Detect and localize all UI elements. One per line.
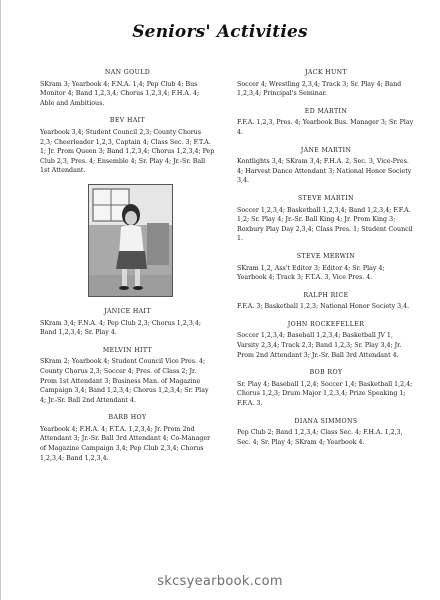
right-column <box>237 68 415 455</box>
senior-activities: Pep Club 2; Band 1,2,3,4; Class Sec. 4; F.H.A. 1,2,3, Sec. 4; Sr. Play 4; SKram 4; Yearbook 4. <box>237 429 403 446</box>
senior-name: BARB HOY <box>108 414 147 422</box>
senior-activities: F.F.A. 1,2,3, Pres. 4; Yearbook Bus. Manager 3; Sr. Play 4. <box>237 119 414 136</box>
senior-activities: SKram 1,2, Ass't Editor 3; Editor 4; Sr. Play 4; Yearbook 4; Track 3; F.T.A. 3, Vice Pres. 4. <box>237 264 385 282</box>
senior-name: BOB ROY <box>309 369 343 377</box>
senior-entry <box>237 291 415 312</box>
senior-name: JANE MARTIN <box>300 146 352 154</box>
senior-name: STEVE MERWIN <box>296 252 356 260</box>
senior-name: MELVIN HITT <box>102 346 153 354</box>
senior-entry <box>237 68 415 99</box>
senior-entry <box>237 107 415 138</box>
senior-name: JACK HUNT <box>304 69 348 76</box>
senior-name: STEVE MARTIN <box>298 194 354 202</box>
senior-entry <box>40 413 215 463</box>
senior-entry <box>237 194 415 244</box>
page-title: Seniors' Activities <box>132 22 308 42</box>
senior-entry <box>40 346 215 406</box>
senior-name: JANICE HAIT <box>104 307 151 315</box>
senior-entry <box>237 368 415 408</box>
left-column <box>40 68 215 471</box>
senior-entry <box>40 307 215 338</box>
senior-name: JOHN ROCKEFELLER <box>287 320 365 328</box>
senior-name: DIANA SIMMONS <box>294 417 358 425</box>
senior-activities: Soccer 1,2,3,4; Baseball 1,2,3,4; Basketball JV 1, Varsity 2,3,4; Track 2,3; Band 1,2,3; Sr. Play 3,4; Jr. Prom 2nd Attendant 3; Jr.-Sr. Ball 3rd Attendant 4. <box>237 332 402 359</box>
senior-entry <box>237 320 415 360</box>
senior-activities: SKram 3; Yearbook 4; F.N.A. 1,4; Pep Club 4; Bus Monitor 4; Band 1,2,3,4; Chorus 1,2,3,4; F.H.A. 4; Able and Ambitious. <box>40 80 200 107</box>
senior-activities: F.F.A. 3; Basketball 1,2,3; National Honor Society 3,4. <box>237 303 410 311</box>
senior-entry <box>40 68 215 108</box>
senior-activities: SKram 2; Yearbook 4; Student Council Vice Pres. 4; County Chorus 2,3; Soccer 4; Pres. of Class 2; Jr. Prom 1st Attendant 3; Business Man. of Magazine Campaign 3,4; Band 1,2,3,4; Chorus 1,2,3,4; Sr. Play 4; Jr.-Sr. Ball 2nd Attendant 4. <box>40 358 209 404</box>
senior-name: BEV HAIT <box>109 117 146 125</box>
senior-activities: Kontlights 3,4; SKram 3,4; F.H.A. 2, Sec. 3, Vice-Pres. 4; Harvest Dance Attendant 3; National Honor Society 3,4. <box>237 158 412 185</box>
senior-entry <box>237 417 415 448</box>
senior-activities: Yearbook 3,4; Student Council 2,3; County Chorus 2,3; Cheerleader 1,2,3, Captain 4; Class Sec. 3; F.T.A. 1; Jr. Prom Queen 3; Band 1,2,3,4; Chorus 1,2,3,4; Pep Club 2,3, Pres. 4; Ensemble 4; Sr. Play 4; Jr.-Sr. Ball 1st Attendant. <box>40 128 215 175</box>
senior-photo <box>88 184 173 297</box>
senior-name: ED MARTIN <box>304 107 348 115</box>
senior-activities: Yearbook 4; F.H.A. 4; F.T.A. 1,2,3,4; Jr. Prom 2nd Attendant 3; Jr.-Sr. Ball 3rd Attendant 4; Co-Manager of Magazine Campaign 3,4; Pep Club 2,3,4; Chorus 1,2,3,4; Band 1,2,3,4. <box>40 425 211 462</box>
watermark-footer: skcsyearbook.com <box>157 574 283 589</box>
photo-illustration <box>89 185 172 296</box>
senior-activities: Soccer 1,2,3,4; Basketball 1,2,3,4; Band 1,2,3,4; F.F.A. 1,2; Sr. Play 4; Jr.-Sr. Ball King 4; Jr. Prom King 3; Roxbury Play Day 2,3,4; Class Pres. 1; Student Council 1. <box>237 206 413 243</box>
senior-entry <box>40 116 215 176</box>
senior-entry <box>237 252 415 283</box>
senior-name: RALPH RICE <box>303 291 349 299</box>
senior-activities: Sr. Play 4; Baseball 1,2,4; Soccer 1,4; Basketball 1,2,4; Chorus 1,2,3; Drum Major 1,2,3,4; Prize Speaking 1; F.F.A. 3. <box>237 380 413 408</box>
senior-name: NAN GOULD <box>104 69 151 76</box>
senior-entry <box>237 146 415 186</box>
senior-activities: SKram 3,4; F.N.A. 4; Pep Club 2,3; Chorus 1,2,3,4; Band 1,2,3,4; Sr. Play 4. <box>40 319 201 337</box>
senior-activities: Soccer 4; Wrestling 2,3,4; Track 3; Sr. Play 4; Band 1,2,3,4; Principal's Seminar. <box>237 80 402 98</box>
